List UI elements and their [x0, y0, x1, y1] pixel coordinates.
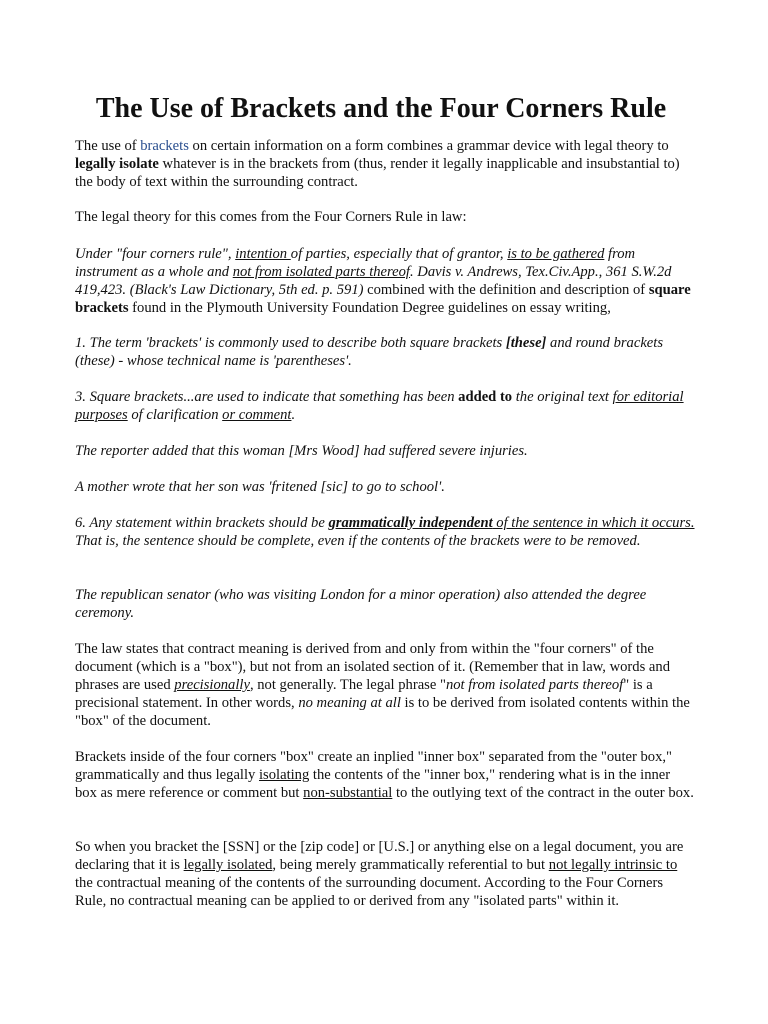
paragraph-rule-1	[75, 334, 695, 370]
text-run: So when you bracket the [SSN] or the [zip code] or [U.S.] or anything else on a legal document, you are declaring that it is	[75, 839, 684, 873]
text-run: is to be derived from isolated contents within the "box" of the document.	[75, 695, 690, 729]
paragraph-legal-theory: The legal theory for this comes from the Four Corners Rule in law:	[75, 209, 467, 225]
text-run: found in the Plymouth University Foundation Degree guidelines on essay writing,	[128, 300, 611, 316]
text-run: , not generally. The legal phrase "	[249, 677, 446, 693]
italic-underlined-phrase: precisionally	[174, 677, 250, 693]
text-run: combined with the definition and description of	[363, 282, 649, 298]
text-run: The law states that contract meaning is derived from and only from within the "four corners" of the document (which is a "box"), but not from an isolated section of it. (Remember that in law, words and phrases are used	[75, 641, 670, 693]
text-run: Brackets inside of the four corners "box" create an inplied "inner box" separated from the "outer box," grammatically and thus legally	[75, 749, 672, 783]
text-run: , being merely grammatically referential to but	[272, 857, 549, 873]
paragraph-rule-3	[75, 388, 695, 424]
paragraph-inner-box	[75, 748, 695, 802]
bold-phrase: legally isolate	[75, 156, 159, 172]
text-run: whatever is in the brackets from (thus, render it legally inapplicable and insubstantial to) the body of text within the surrounding contract.	[75, 156, 680, 190]
text-run: 1. The term 'brackets' is commonly used to describe both square brackets	[75, 335, 506, 351]
text-run: That is, the sentence should be complete, even if the contents of the brackets were to be removed.	[75, 533, 641, 549]
underlined-phrase: not from isolated parts thereof	[232, 264, 410, 280]
paragraph-law-states	[75, 640, 695, 730]
underlined-phrase: intention	[235, 246, 291, 262]
paragraph-four-corners-quote	[75, 245, 695, 317]
text-run: " is a precisional statement. In other words,	[75, 677, 653, 711]
underlined-phrase: not legally intrinsic to	[548, 857, 678, 873]
paragraph-intro	[75, 137, 695, 191]
text-run: .	[291, 407, 296, 423]
citation: . Davis v. Andrews, Tex.Civ.App., 361 S.W.2d 419,423. (Black's Law Dictionary, 5th ed. p. 591)	[75, 264, 672, 298]
text-run: 6. Any statement within brackets should be	[75, 515, 329, 531]
text-run: the contractual meaning of the contents of the surrounding document. According to the Four Corners Rule, no contractual meaning can be applied to or derived from any "isolated parts" within it.	[75, 875, 664, 909]
bold-phrase: square brackets	[75, 282, 691, 316]
text-run: the original text	[512, 389, 613, 405]
underlined-phrase: or comment	[222, 407, 292, 423]
underlined-phrase: isolating	[259, 767, 310, 783]
text-run: on certain information on a form combines a grammar device with legal theory to	[188, 138, 669, 154]
bold-phrase: added to	[458, 389, 513, 405]
text-run: The use of	[75, 138, 141, 154]
text-run: the contents of the "inner box," rendering what is in the inner box as mere reference or comment but	[75, 767, 671, 801]
italic-phrase: not from isolated parts thereof	[445, 677, 624, 693]
bold-phrase: [these]	[505, 335, 547, 351]
text-run: from instrument as a whole and	[75, 246, 636, 280]
italic-phrase: no meaning at all	[298, 695, 401, 711]
paragraph-conclusion	[75, 838, 695, 910]
text-run: of parties, especially that of grantor,	[290, 246, 508, 262]
text-run: to the outlying text of the contract in the outer box.	[392, 785, 694, 801]
bold-underlined-phrase: grammatically independent	[328, 515, 493, 531]
paragraph-rule-6	[75, 514, 695, 550]
example-reporter: The reporter added that this woman [Mrs Wood] had suffered severe injuries.	[75, 443, 528, 459]
text-run: 3. Square brackets...are used to indicate that something has been	[75, 389, 459, 405]
underlined-phrase: non-substantial	[303, 785, 393, 801]
example-mother: A mother wrote that her son was 'fritened [sic] to go to school'.	[75, 479, 445, 495]
brackets-link[interactable]: brackets	[140, 138, 189, 154]
page-title: The Use of Brackets and the Four Corners Rule	[95, 93, 667, 124]
text-run: Under "four corners rule",	[75, 246, 236, 262]
text-run: of clarification	[127, 407, 223, 423]
text-run: and round brackets (these) - whose technical name is 'parentheses'.	[75, 335, 664, 369]
underlined-phrase: is to be gathered	[507, 246, 605, 262]
example-senator: The republican senator (who was visiting London for a minor operation) also attended the degree ceremony.	[75, 587, 647, 621]
underlined-phrase: of the sentence in which it occurs.	[492, 515, 695, 531]
underlined-phrase: legally isolated	[183, 857, 273, 873]
underlined-phrase: for editorial purposes	[75, 389, 684, 423]
